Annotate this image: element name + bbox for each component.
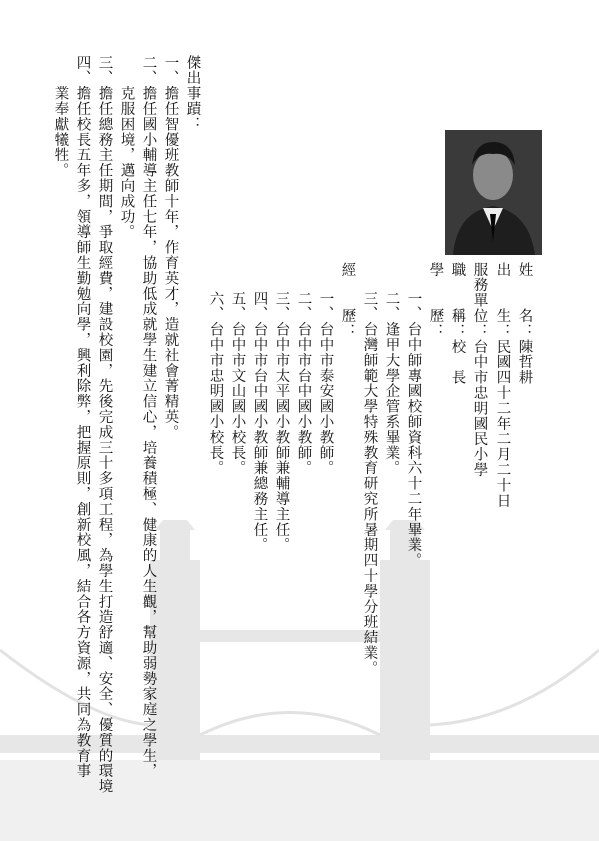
education-item: 三、台灣師範大學特殊教育研究所暑期四十學分班結業。 — [361, 291, 378, 676]
experience-heading: 經 歷： — [339, 262, 356, 339]
achievement-line: 業奉獻犧牲。 — [52, 55, 69, 179]
birth-label: 出 生： — [494, 262, 511, 339]
achievement-line: 克服困境，邁向成功。 — [118, 55, 135, 240]
title-label: 職 稱： — [449, 262, 466, 339]
name-row — [517, 262, 532, 385]
birth-row — [495, 262, 510, 508]
achievement-line: 一、擔任智優班教師十年，作育英才，造就社會菁精英。 — [162, 55, 179, 440]
experience-item: 二、台中市台中國小教師。 — [295, 291, 312, 476]
education-heading: 學 歷： — [427, 262, 444, 339]
achievements-heading: 傑出事蹟： — [184, 55, 201, 132]
title-row — [450, 262, 465, 385]
experience-item: 六、台中市忠明國小校長。 — [207, 291, 224, 476]
experience-item: 三、台中市太平國小教師兼輔導主任。 — [273, 291, 290, 553]
unit-row — [472, 262, 487, 478]
experience-item: 五、台中市文山國小校長。 — [229, 291, 246, 476]
birth-value: 民國四十二年二月二十日 — [494, 339, 511, 509]
education-item: 一、台中師專國校師資科六十二年畢業。 — [405, 291, 422, 569]
achievement-line: 四、擔任校長五年多，領導師生勤勉向學，興利除弊，把握原則，創新校風，結合各方資源，共同為教育事 — [74, 55, 91, 779]
achievement-line: 二、擔任國小輔導主任七年，協助低成就學生建立信心，培養積極、健康的人生觀，幫助弱勢家庭之學生， — [140, 55, 157, 779]
name-label: 姓 名： — [516, 262, 533, 339]
portrait-photo — [445, 130, 542, 255]
education-item: 二、逢甲大學企管系畢業。 — [383, 291, 400, 476]
experience-item: 一、台中市泰安國小教師。 — [317, 291, 334, 476]
achievement-line: 三、擔任總務主任期間，爭取經費，建設校園，先後完成三十多項工程，為學生打造舒適、安全、優質的環境 — [96, 55, 113, 795]
unit-label: 服務單位： — [471, 262, 488, 339]
experience-item: 四、台中市台中國小教師兼總務主任。 — [251, 291, 268, 553]
unit-value: 台中市忠明國民小學 — [471, 339, 488, 478]
title-value: 校 長 — [449, 339, 466, 386]
name-value: 陳哲耕 — [516, 339, 533, 386]
